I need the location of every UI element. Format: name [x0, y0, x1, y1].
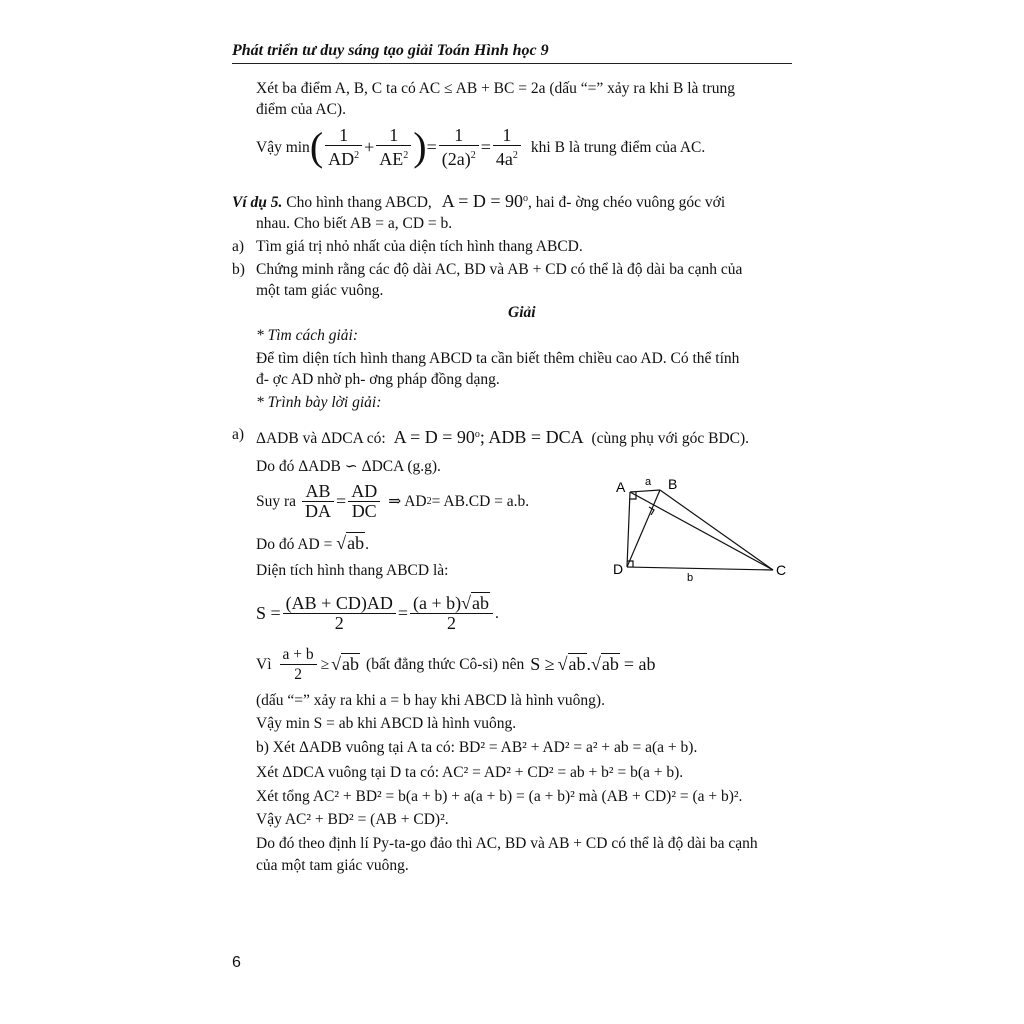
- area-f2-num: [410, 594, 493, 613]
- part-b-line-5: Do đó theo định lí Py-ta-go đảo thì AC, BD và AB + CD có thể là độ dài ba cạnh: [256, 835, 758, 852]
- fraction-3: [439, 126, 479, 169]
- area-fraction-1: [283, 594, 396, 633]
- cosi-radicand: ab: [342, 654, 360, 674]
- exp: 2: [470, 149, 476, 161]
- equals-sign: =: [480, 136, 491, 157]
- left-paren: (: [309, 124, 324, 169]
- edge-ab: [630, 490, 660, 492]
- period: .: [365, 536, 369, 553]
- example-intro: Cho hình thang ABCD,: [282, 194, 432, 212]
- part-b-line-6: của một tam giác vuông.: [256, 857, 409, 874]
- f4-den-wrap: [493, 145, 521, 169]
- min-formula: [256, 124, 705, 170]
- label-b: B: [668, 476, 678, 492]
- f3-den-wrap: [439, 145, 479, 169]
- f4-den: 4a: [495, 148, 513, 169]
- sqrt-sign: √: [331, 653, 342, 674]
- question-b-label: b): [232, 261, 245, 278]
- question-b-line-1: Chứng minh rằng các độ dài AC, BD và AB + CD có thể là độ dài ba cạnh của: [256, 261, 743, 278]
- part-b-line-1: b) Xét ΔADB vuông tại A ta có: BD² = AB² + AD² = a² + ab = a(a + b).: [256, 739, 698, 756]
- part-a-label: a): [232, 426, 245, 443]
- cosi-s: S ≥: [530, 653, 555, 674]
- label-side-b: b: [687, 572, 694, 584]
- part-b-line-2: Xét ΔDCA vuông tại D ta có: AC² = AD² + CD² = ab + b² = b(a + b).: [256, 764, 684, 781]
- label-c: C: [776, 562, 787, 578]
- part-a-line-9: Vậy min S = ab khi ABCD là hình vuông.: [256, 715, 517, 732]
- a3-f1-den: DA: [302, 501, 334, 521]
- exp: 2: [426, 495, 432, 507]
- period: .: [495, 604, 499, 622]
- a1-pre: ΔADB và ΔDCA có:: [256, 430, 386, 448]
- plus-sign: +: [364, 136, 375, 157]
- part-a-line-3: [256, 478, 529, 524]
- fraction-2: [376, 126, 411, 169]
- a3-f1-num: AB: [305, 480, 331, 501]
- a1-math: A = D = 90: [393, 427, 475, 448]
- equals-sign: =: [426, 136, 437, 157]
- find-method-label: * Tìm cách giải:: [256, 327, 359, 344]
- equals-sign: =: [397, 602, 408, 623]
- cosi-end: = ab: [623, 653, 656, 674]
- part-a-line-5: Diện tích hình thang ABCD là:: [256, 562, 449, 579]
- min-suffix: khi B là trung điểm của AC.: [530, 138, 706, 156]
- f4-num: 1: [502, 124, 512, 145]
- fraction-4: [493, 126, 521, 169]
- dot: .: [586, 653, 592, 674]
- solution-heading: Giải: [508, 304, 536, 321]
- part-a-line-4: [256, 533, 369, 555]
- question-b-line-2: một tam giác vuông.: [256, 282, 384, 299]
- area-f2-num-pre: (a + b): [412, 592, 462, 613]
- example-line-1: [232, 188, 725, 213]
- angle-expr: A = D = 90: [441, 191, 523, 212]
- a3-f2-num: AD: [351, 480, 378, 501]
- part-b-line-4: Vậy AC² + BD² = (AB + CD)².: [256, 811, 449, 828]
- area-fraction-2: [410, 594, 493, 633]
- a1-post: (cùng phụ với góc BDC).: [591, 430, 750, 448]
- edge-ad: [627, 492, 630, 567]
- a3-pre: Suy ra: [256, 492, 297, 510]
- fraction-1: [325, 126, 362, 169]
- exp: 2: [354, 149, 360, 161]
- f2-den: AE: [379, 148, 404, 169]
- degree: o: [523, 193, 528, 204]
- area-s: S =: [256, 602, 281, 623]
- f1-den: AD: [328, 148, 355, 169]
- f3-den: (2a): [441, 148, 471, 169]
- sqrt-sign: √: [557, 653, 568, 674]
- area-formula: [256, 588, 499, 638]
- a3-fraction-2: [348, 482, 380, 521]
- degree: o: [474, 429, 480, 440]
- a4-radicand: ab: [347, 533, 365, 553]
- intro-line-2: điểm của AC).: [256, 101, 346, 118]
- running-header: Phát triển tư duy sáng tạo giải Toán Hình học 9: [232, 42, 549, 59]
- part-a-line-2: Do đó ΔADB ∽ ΔDCA (g.g).: [256, 458, 441, 475]
- a4-pre: Do đó AD =: [256, 536, 333, 553]
- question-a: Tìm giá trị nhỏ nhất của diện tích hình thang ABCD.: [256, 238, 583, 255]
- sqrt-sign: √: [461, 592, 472, 613]
- cosi-text: (bất đẳng thức Cô-si) nên: [366, 655, 525, 673]
- find-line-2: đ- ợc AD nhờ ph- ơng pháp đồng dạng.: [256, 371, 500, 388]
- min-prefix: Vậy min: [256, 138, 310, 156]
- sqrt-sign: √: [336, 533, 347, 553]
- find-line-1: Để tìm diện tích hình thang ABCD ta cần biết thêm chiều cao AD. Có thể tính: [256, 350, 740, 367]
- f3-num: 1: [454, 124, 464, 145]
- part-a-line-8: (dấu “=” xảy ra khi a = b hay khi ABCD là hình vuông).: [256, 692, 605, 709]
- a3-f2-den: DC: [348, 501, 380, 521]
- sqrt-sign: √: [591, 653, 601, 674]
- part-a-line-1: [256, 424, 749, 449]
- cosi-radicand: ab: [601, 654, 619, 674]
- cosi-radicand: ab: [568, 654, 586, 674]
- cosi-line: [256, 640, 656, 688]
- header-rule: [232, 63, 792, 64]
- a1-math-2: ; ADB = DCA: [479, 427, 584, 448]
- cosi-f-den: 2: [280, 664, 317, 684]
- label-d: D: [613, 561, 624, 577]
- trapezoid-figure: [600, 470, 800, 585]
- cosi-ge: ≥: [320, 655, 330, 673]
- cosi-pre: Vì: [256, 655, 272, 673]
- present-label: * Trình bày lời giải:: [256, 394, 382, 411]
- example-label: Ví dụ 5.: [232, 194, 283, 212]
- edge-bc: [660, 490, 773, 570]
- area-radicand: ab: [472, 592, 490, 613]
- edge-dc: [627, 567, 773, 570]
- equals-sign: =: [336, 490, 347, 511]
- part-b-line-3: Xét tổng AC² + BD² = b(a + b) + a(a + b) = (a + b)² mà (AB + CD)² = (a + b)².: [256, 788, 743, 805]
- cosi-f-num: a + b: [282, 645, 314, 663]
- a3-post: = AB.CD = a.b.: [431, 492, 530, 510]
- exp: 2: [512, 149, 518, 161]
- cosi-fraction: [280, 645, 317, 684]
- example-line-2: nhau. Cho biết AB = a, CD = b.: [256, 215, 453, 232]
- f1-num: 1: [339, 124, 349, 145]
- question-a-label: a): [232, 238, 245, 255]
- intro-line-1: Xét ba điểm A, B, C ta có AC ≤ AB + BC = 2a (dấu “=” xảy ra khi B là trung: [256, 80, 735, 97]
- f1-den-wrap: [325, 145, 362, 169]
- label-a: A: [616, 479, 626, 495]
- area-f1-num: (AB + CD)AD: [285, 592, 393, 613]
- diagonal-bd: [627, 490, 660, 567]
- a3-implies: ⇒ AD: [388, 492, 427, 510]
- f2-num: 1: [389, 124, 399, 145]
- page-number: 6: [232, 954, 241, 971]
- label-side-a: a: [645, 476, 652, 488]
- right-paren: ): [413, 124, 427, 169]
- f2-den-wrap: [376, 145, 411, 169]
- example-line-1-rest: , hai đ- ờng chéo vuông góc với: [528, 194, 726, 212]
- a3-fraction-1: [302, 482, 334, 521]
- diagonal-ac: [630, 492, 773, 570]
- area-f2-den: 2: [410, 613, 493, 633]
- area-f1-den: 2: [283, 613, 396, 633]
- exp: 2: [403, 149, 409, 161]
